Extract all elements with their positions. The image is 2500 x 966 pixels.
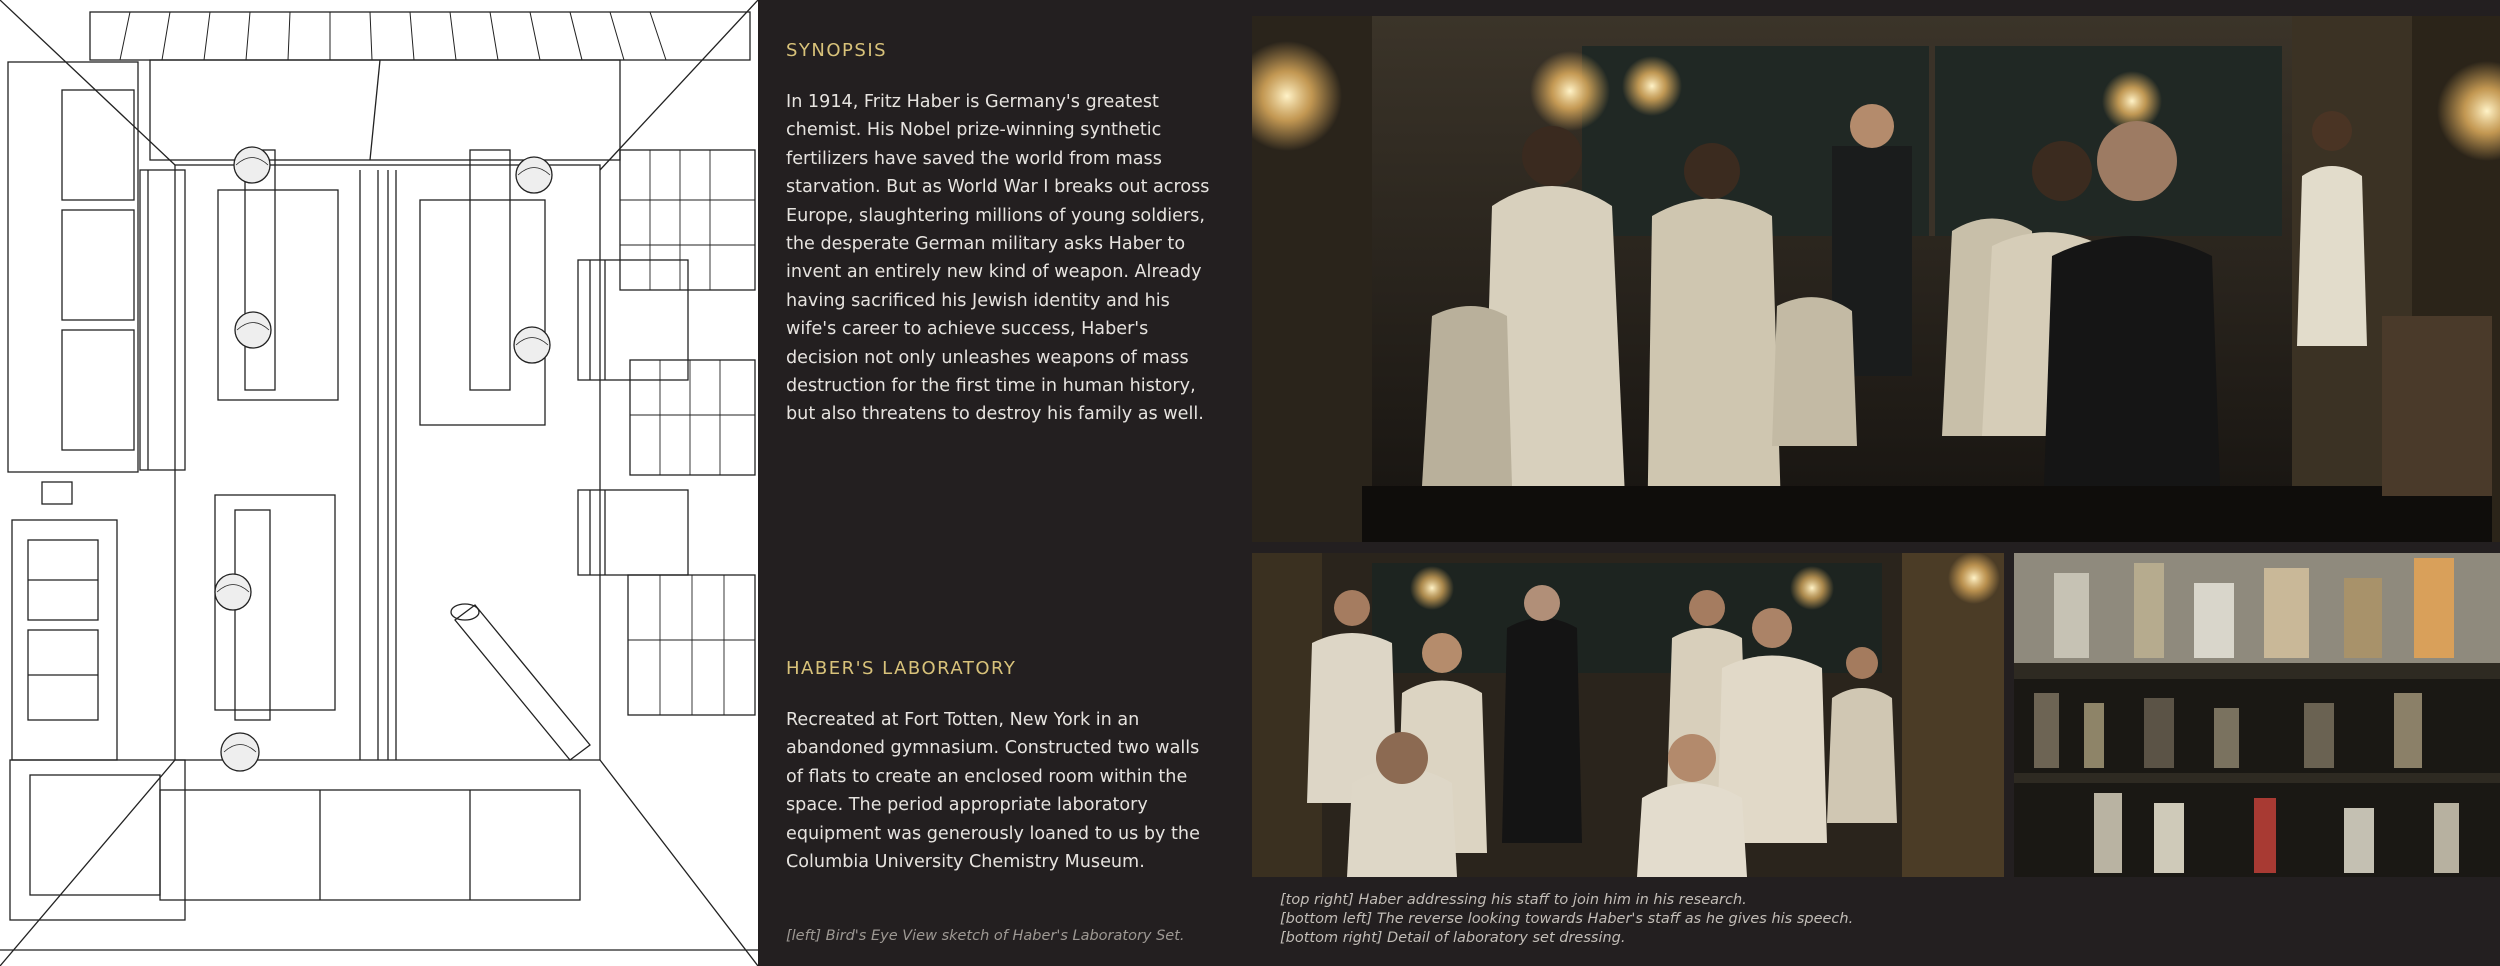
- photo-reverse-staff: [1252, 553, 2004, 877]
- text-column: [786, 0, 1216, 966]
- synopsis-text: In 1914, Fritz Haber is Germany's greatest chemist. His Nobel prize-winning synthetic fertilizers have saved the world from mass starvation. But as World War I breaks out across Europe, slaughtering millions of young soldiers, the desperate German military asks Haber to invent an entirely new kind of weapon. Already having sacrificed his Jewish identity and his wife's career to achieve success, Haber's decision not only unleashes weapons of mass destruction for the first time in human history, but also threatens to destroy his family as well.: [786, 92, 1210, 425]
- laboratory-heading: HABER'S LABORATORY: [786, 658, 1017, 679]
- caption-bottom-left: [bottom left] The reverse looking towards Haber's staff as he gives his speech.: [1280, 911, 1854, 927]
- synopsis-heading: SYNOPSIS: [786, 40, 888, 61]
- photo-set-dressing-detail: [2014, 553, 2500, 877]
- birds-eye-sketch: [0, 0, 758, 966]
- photo-captions: [1280, 891, 1853, 948]
- caption-left: [left] Bird's Eye View sketch of Haber's Laboratory Set.: [786, 928, 1185, 944]
- photo-haber-addressing-staff: [1252, 16, 2500, 542]
- laboratory-text: Recreated at Fort Totten, New York in an abandoned gymnasium. Constructed two walls of flats to create an enclosed room within the space. The period appropriate laboratory equipment was generously loaned to us by the Columbia University Chemistry Museum.: [786, 710, 1200, 873]
- caption-top-right: [top right] Haber addressing his staff to join him in his research.: [1280, 892, 1747, 908]
- caption-bottom-right: [bottom right] Detail of laboratory set dressing.: [1280, 930, 1626, 946]
